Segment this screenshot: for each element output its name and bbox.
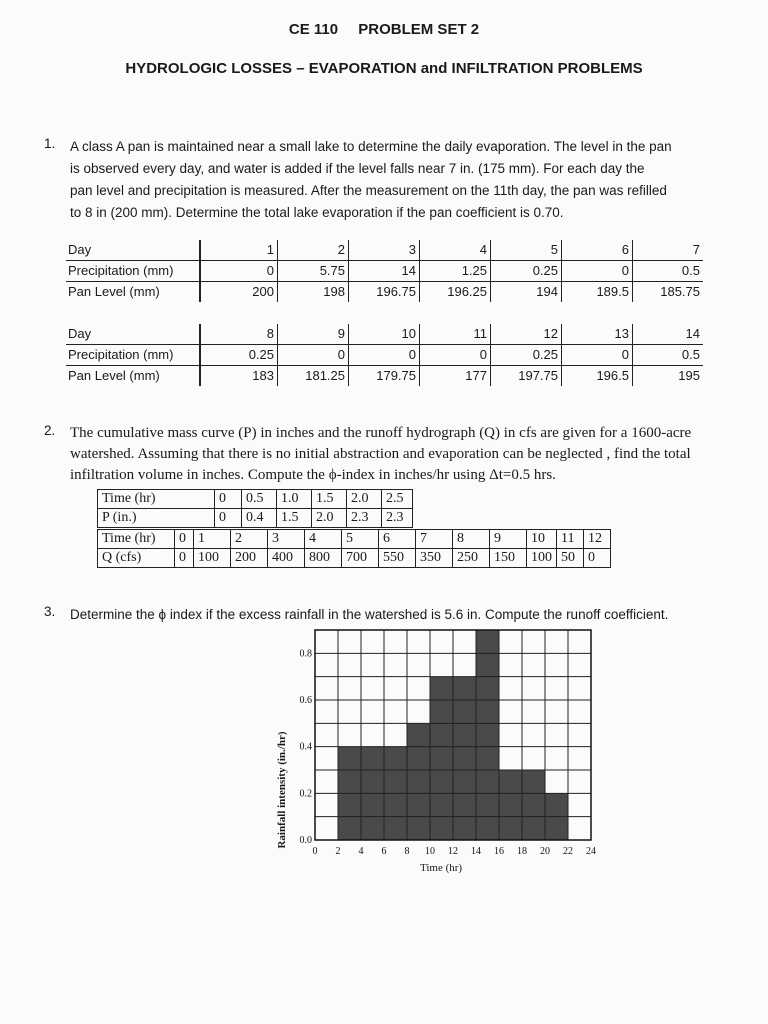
table-cell: 0.5 (633, 345, 704, 366)
y-tick-label: 0.6 (299, 695, 312, 706)
table-cell: 195 (678, 368, 700, 383)
x-tick-label: 12 (448, 846, 458, 857)
y-tick-label: 0.0 (299, 835, 312, 846)
table-cell: 5 (491, 240, 562, 261)
x-axis-label: Time (hr) (420, 862, 463, 874)
table-cell: 13 (562, 324, 633, 345)
table-cell: 185.75 (660, 284, 700, 299)
table-cell: 1.0 (277, 490, 312, 509)
table-cell: 5 (342, 530, 379, 549)
table-cell: 0.4 (242, 509, 277, 528)
table-cell: 4 (420, 240, 491, 261)
table-cell: 0.25 (491, 261, 562, 282)
table-cell: 7 (416, 530, 453, 549)
table-cell: 8 (453, 530, 490, 549)
x-tick-label: 24 (586, 846, 596, 857)
table-cell: 189.5 (562, 282, 633, 303)
row-label-q: Q (cfs) (98, 549, 175, 568)
rainfall-bar (476, 630, 499, 840)
table-cell: 177 (420, 366, 491, 387)
x-tick-label: 4 (358, 846, 364, 857)
table-cell: 1.25 (420, 261, 491, 282)
table-row (66, 345, 703, 366)
page-subtitle: HYDROLOGIC LOSSES – EVAPORATION and INFILTRATION PROBLEMS (125, 60, 643, 77)
row-label-precipitation: Precipitation (mm) (66, 261, 200, 282)
hydrograph-table (97, 529, 611, 568)
table-row (66, 240, 703, 261)
x-tick-label: 6 (381, 846, 387, 857)
table-cell: 183 (200, 366, 278, 387)
table-cell: 0.25 (200, 345, 278, 366)
table-row (66, 324, 703, 345)
table-cell: 181.25 (278, 366, 349, 387)
y-tick-label: 0.2 (299, 788, 312, 800)
table-cell: 10 (527, 530, 557, 549)
table-cell: 0 (278, 345, 349, 366)
table-cell: 0.5 (633, 261, 704, 282)
row-label-time: Time (hr) (98, 490, 215, 509)
table-cell: 2 (278, 240, 349, 261)
x-tick-label: 10 (425, 846, 435, 857)
table-cell: 1 (194, 530, 231, 549)
row-label-precipitation: Precipitation (mm) (66, 345, 200, 366)
table-cell: 198 (278, 282, 349, 303)
row-label-day: Day (66, 324, 200, 345)
problem-2-text (70, 423, 730, 486)
table-cell: 6 (379, 530, 416, 549)
hyetograph-plot (270, 620, 640, 865)
table-cell: 0 (175, 549, 194, 568)
pan-table-days-8-14 (66, 324, 703, 386)
x-tick-label: 20 (540, 846, 550, 857)
course-code: CE 110 (288, 21, 339, 38)
row-label-p: P (in.) (98, 509, 215, 528)
table-cell: 2.0 (312, 509, 347, 528)
table-row (98, 509, 413, 528)
table-cell: 0 (420, 345, 491, 366)
problem-1-line: to 8 in (200 mm). Determine the total lake evaporation if the pan coefficient is 0.70. (70, 205, 564, 220)
x-tick-label: 2 (335, 846, 341, 857)
problem-1-line: is observed every day, and water is added if the level falls near 7 in. (175 mm). For each day the (70, 161, 645, 176)
table-cell: 9 (278, 324, 349, 345)
y-axis-label: Rainfall intensity (in./hr) (276, 731, 288, 849)
table-cell: 800 (305, 549, 342, 568)
table-cell: 100 (527, 549, 557, 568)
table-cell: 0 (562, 261, 633, 282)
problem-1-text (70, 136, 730, 224)
table-cell: 179.75 (349, 366, 420, 387)
table-cell: 200 (200, 282, 278, 303)
problem-1-line: pan level and precipitation is measured. After the measurement on the 11th day, the pan was refilled (70, 183, 667, 198)
table-cell: 9 (490, 530, 527, 549)
table-row (98, 490, 413, 509)
table-cell: 11 (557, 530, 584, 549)
problem-2-line: The cumulative mass curve (P) in inches and the runoff hydrograph (Q) in cfs are given for a 1600-acre (70, 425, 692, 441)
table-cell: 10 (349, 324, 420, 345)
table-cell: 700 (342, 549, 379, 568)
table-cell: 0 (175, 530, 194, 549)
table-cell: 150 (490, 549, 527, 568)
x-tick-label: 16 (494, 846, 504, 857)
x-tick-label: 14 (471, 846, 481, 857)
x-tick-label: 18 (517, 846, 527, 857)
table-cell: 550 (379, 549, 416, 568)
problem-2-number: 2. (44, 423, 56, 438)
table-cell: 0 (200, 261, 278, 282)
row-label-time: Time (hr) (98, 530, 175, 549)
table-cell: 1 (200, 240, 278, 261)
row-label-day: Day (66, 240, 200, 261)
table-cell: 196.25 (420, 282, 491, 303)
table-cell: 2.0 (347, 490, 382, 509)
table-cell: 250 (453, 549, 490, 568)
table-cell: 194 (491, 282, 562, 303)
table-cell: 0 (562, 345, 633, 366)
table-cell: 200 (231, 549, 268, 568)
table-cell: 1.5 (312, 490, 347, 509)
table-cell: 2.3 (347, 509, 382, 528)
table-cell: 14 (349, 261, 420, 282)
table-cell: 5.75 (278, 261, 349, 282)
table-cell: 0.5 (242, 490, 277, 509)
table-row (66, 261, 703, 282)
rainfall-hyetograph (270, 620, 640, 885)
table-cell: 1.5 (277, 509, 312, 528)
table-cell: 196.75 (349, 282, 420, 303)
row-label-pan-level: Pan Level (mm) (66, 282, 200, 303)
table-cell: 0 (215, 490, 242, 509)
x-tick-label: 22 (563, 846, 573, 857)
table-cell: 3 (349, 240, 420, 261)
problem-1-number: 1. (44, 136, 56, 151)
table-cell: 14 (633, 324, 704, 345)
problem-3-number: 3. (44, 604, 56, 619)
table-row (98, 549, 611, 568)
table-cell: 50 (557, 549, 584, 568)
table-cell: 4 (305, 530, 342, 549)
problem-3-text: Determine the ϕ index if the excess rainfall in the watershed is 5.6 in. Compute the runoff coefficient. (70, 607, 669, 622)
table-cell: 0 (349, 345, 420, 366)
problem-1-line: A class A pan is maintained near a small lake to determine the daily evaporation. The level in the pan (70, 139, 672, 154)
table-cell: 2.5 (382, 490, 413, 509)
table-cell: 11 (420, 324, 491, 345)
table-cell: 7 (633, 240, 704, 261)
table-cell: 2 (231, 530, 268, 549)
y-tick-label: 0.4 (299, 741, 312, 753)
row-label-pan-level: Pan Level (mm) (66, 366, 200, 387)
table-cell: 3 (268, 530, 305, 549)
table-cell: 400 (268, 549, 305, 568)
table-cell: 2.3 (382, 509, 413, 528)
pan-table-days-1-7 (66, 240, 703, 302)
mass-curve-table (97, 489, 413, 528)
table-cell: 196.5 (562, 366, 633, 387)
x-tick-label: 8 (404, 846, 410, 857)
problem-set-title: PROBLEM SET 2 (358, 21, 480, 38)
problem-2-line: watershed. Assuming that there is no initial abstraction and evaporation can be neglected , find the total (70, 446, 691, 462)
table-row (98, 530, 611, 549)
table-cell: 0 (584, 549, 611, 568)
problem-2-line: infiltration volume in inches. Compute the ϕ-index in inches/hr using Δt=0.5 hrs. (70, 467, 556, 483)
table-cell: 6 (562, 240, 633, 261)
x-tick-label: 0 (312, 846, 318, 857)
table-cell: 12 (584, 530, 611, 549)
table-cell: 8 (200, 324, 278, 345)
table-cell: 100 (194, 549, 231, 568)
table-cell: 197.75 (491, 366, 562, 387)
table-cell: 12 (491, 324, 562, 345)
table-cell: 0 (215, 509, 242, 528)
header-course-line (0, 21, 768, 38)
table-cell: 0.25 (491, 345, 562, 366)
table-row (66, 282, 703, 303)
rainfall-bar (407, 723, 430, 840)
y-tick-label: 0.8 (299, 648, 312, 660)
table-row (66, 366, 703, 387)
table-cell: 350 (416, 549, 453, 568)
